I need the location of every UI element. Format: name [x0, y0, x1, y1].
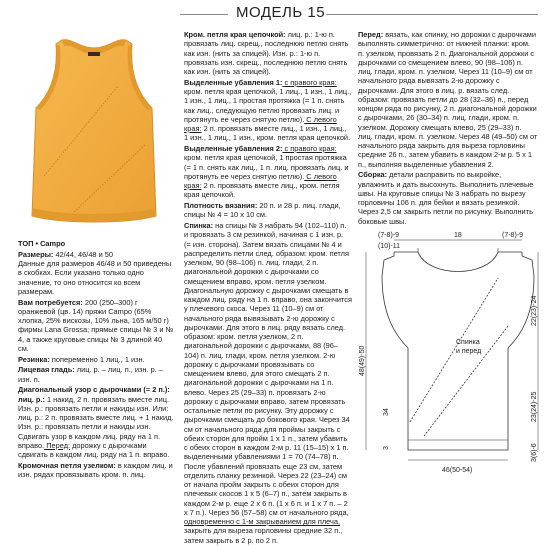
- decrease-2-label: Выделенные убавления 2:: [184, 144, 283, 153]
- gauge-value: 20 п. и 28 р. лиц. глади, спицы № 4 = 10 x 10 см.: [184, 201, 341, 220]
- column-3: [358, 30, 538, 227]
- vest-label: [88, 52, 100, 56]
- decrease-1-value-2: 2 п. провязать вместе лиц., 1 изн., 1 лиц., 1 изн., 1 лиц., 1 изн., кром. петля края цепочкой.: [184, 124, 351, 143]
- pattern-schematic: [358, 226, 542, 484]
- dim-bottom-width: 46(50-54): [442, 467, 473, 474]
- rib-value: попеременно 1 лиц., 1 изн.: [49, 354, 145, 364]
- knot-edge-value: в каждом лиц. и изн. рядах провязывать кром. п. лиц.: [18, 460, 173, 479]
- sizes-label: Размеры:: [18, 249, 54, 259]
- diagonal-pattern-value-2: лиц. р.: 2 п. провязать вместе лиц. + 1 накид. Изн. р.: провязать петли и накиды изн.: [18, 413, 174, 432]
- stockinette-value: лиц. р. – лиц. п., изн. р. – изн. п.: [18, 365, 163, 384]
- materials-label: Вам потребуется:: [18, 297, 83, 307]
- schematic-label-front: и перед: [456, 348, 482, 355]
- page-title: МОДЕЛЬ 15: [236, 4, 326, 21]
- dim-top-left-2: (10)-11: [378, 243, 401, 250]
- title-rule-left: [180, 14, 228, 15]
- knot-edge-label: Кромочная петля узелком:: [18, 460, 116, 470]
- back-value-2: закрыть для выреза горловины средние 32 п., затем закрыть в 2 р. по 2 п.: [184, 526, 343, 545]
- rib-label: Резинка:: [18, 354, 50, 364]
- sizes-value: 42/44, 46/48 и 50: [53, 249, 113, 259]
- title-rule-right: [326, 14, 538, 15]
- gauge-label: Плотность вязания:: [184, 201, 258, 210]
- dim-left-side: 34: [383, 408, 390, 416]
- diagonal-pattern-label: Диагональный узор с дырочками (= 2 п.): лиц. р.:: [18, 385, 170, 404]
- decrease-2-value-2: 2 п. провязать вместе лиц., кром. петля края цепочкой.: [184, 181, 340, 200]
- decrease-1-value: кром. петля края цепочкой, 1 лиц., 1 изн., 1 лиц., 1 изн., 1 лиц., 1 простая протяжка (= 1 п. снять как лиц., следующую петлю провязать лиц. и протянуть ее через снятую петлю).: [184, 87, 352, 124]
- vest-illustration: [14, 26, 174, 232]
- diagonal-pattern-value-3: Сдвигать узор в каждом лиц. ряду на 1 п. вправо.: [18, 431, 161, 450]
- model-title: ТОП • Campo: [18, 239, 66, 248]
- diagonal-pattern-value-4: дорожку с дырочками сдвигать в каждом лиц. ряду на 1 п. вправо.: [18, 440, 170, 459]
- decrease-2-right: с правого края:: [282, 144, 337, 153]
- schematic-neckline: [418, 252, 498, 272]
- front-label: Перед:: [358, 30, 384, 39]
- column-1: [18, 239, 174, 481]
- schematic-shoulder-marks: [418, 248, 498, 252]
- decrease-1-left: С левого края:: [184, 114, 337, 133]
- assembly-value: детали расправить по выкройке, увлажнить и дать высохнуть. Выполнить плечевые швы. На круговые спицы № 3 набрать по вырезу горловины 106 п. для бейки и вязать резинкой. Через 2,5 см закрыть петли по рисунку. Выполнить боковые швы.: [358, 170, 534, 226]
- schematic-diagonal-1: [410, 278, 498, 422]
- dim-right-side: 23(24)-25: [531, 391, 538, 422]
- decrease-2-left: С левого края:: [184, 171, 337, 190]
- dim-top-mid: 18: [454, 232, 462, 239]
- decrease-1-label: Выделенные убавления 1:: [184, 77, 283, 87]
- dim-right-armhole: 22(23)-24: [531, 295, 538, 326]
- dim-right-bottom: 3(6)-6: [531, 443, 538, 462]
- dim-left-bottom: 3: [383, 446, 390, 450]
- column-2: [184, 30, 352, 546]
- vest-photo: [14, 26, 174, 232]
- dim-top-left: (7-8)-9: [378, 232, 400, 239]
- decrease-2-value: кром. петля края цепочкой, 1 простая протяжка (= 1 п. снять как лиц., 1 п. лиц. провязать лиц. и протянуть ее через снятую петлю).: [184, 153, 349, 181]
- front-value: вязать, как спинку, но дорожки с дырочками выполнять симметрично: от нижней планки: кром. п. узелком, провязать 2 п. Диагональной дорожки с дырочками со смещением влево, 90 (98–106) п. лиц. глади, кром. п. узелком. Через 11 (10–9) см от начального ряда вывязать 2-ю дорожку с дырочками. Для этого в лиц. р. вязать след. образом: провязать петли до 28 (32–36) п., перед концом ряда по рисунку, 2 п. диагональной дорожки с дырочками, 26 (30–34) п. лиц. глади, кром. п. узелком. Дорожку смещать влево, 25 (29–33) п. лиц. глади, кром. п. узелком. Через 48 (49–50) см от начального ряда закрыть для выреза горловины средние 26 п., затем убавить в каждом 2-м р. 5 x 1 п., выполняя выделенные убавления 2.: [358, 30, 538, 169]
- decrease-1-right: с правого края:: [282, 77, 337, 87]
- materials-value: 200 (250–300) г оранжевой (цв. 14) пряжи Campo (65% хлопка, 25% вискозы, 10% льна, 165 м/50 г) фирмы Lana Grossa; прямые спицы № 3 и № 4, а также круговые спицы № 3 длиной 40 см.: [18, 297, 174, 353]
- stockinette-label: Лицевая гладь:: [18, 365, 75, 375]
- sizes-note: Данные для размеров 46/48 и 50 приведены в скобках. Если указано только одно значение, то оно относится ко всем размерам.: [18, 259, 172, 296]
- back-label: Спинка:: [184, 221, 214, 230]
- back-underline: одновременно с 1-м закрыванием для плеча,: [184, 517, 341, 526]
- dim-left-total: 48(49)-50: [359, 345, 366, 376]
- diagonal-pattern-value: 1 накид, 2 п. провязать вместе лиц. Изн. р.: провязать петли и накиды изн. Или:: [18, 394, 169, 413]
- back-value: на спицы № 3 набрать 94 (102–110) п. и провязать 3 см резинкой, начиная с 1 изн. р. (= изн. сторона). Затем вязать спицами № 4 и распределить петли след. образом: кром. петля узелком, 90 (98–106) п. лиц. глади, 2 п. диагональной дорожки с дырочками со смещением вправо, кром. петля узелком. Диагональную дорожку с дырочками смещать в каждом лиц. ряду на 1 п. вправо, она закончится у плечевого скоса. Через 11 (10–9) см от начального ряда вывязывать 2-ю дорожку с дырочками. Для этого в лиц. ряду вязать след. образом: кром. петля узелком, 2 п. диагональной дорожки с дырочками, 88 (96–104) п. лиц. глади, кром. петля узелком. 2-ю дорожку с дырочками провязывать со смещением влево, для этого смещать 2 п. диагональной дорожки с дырочками на 1 п. влево. Через 25 (29–33) п. провязать 2-ю дорожку с дырочками вправо, затем провязать остальные петли по рисунку. Эту дорожку с дырочками смещать до бокового края. Через 34 см от начального ряда для проймы закрыть с обеих сторон для пройм 1 x 1 п., затем убавить с обеих сторон в каждом 2-м р. 11 (15–15) x 1 п. выделенными убавлениями 1 = 70 (74–78) п. После убавлений провязать еще 23 см, затем отделить планку резинкой. Через 22 (23–24) см от начала пройм закрыть с обеих сторон для плечевых скосов 1 x 5 (6–7) п., затем закрыть в каждом 2-м р. еще 2 x 6 п. (1 x 6 п. и 1 x 7 п. – 2 x 7 п.). Через 56 (57–58) см от начального ряда,: [184, 221, 352, 517]
- dim-top-right: (7-8)-9: [502, 232, 524, 239]
- assembly-label: Сборка:: [358, 170, 388, 180]
- chain-edge-label: Кром. петля края цепочкой:: [184, 30, 286, 39]
- schematic-label-back: Спинка: [456, 339, 480, 346]
- front-underline: Перед:: [44, 440, 71, 450]
- vest-body: [32, 40, 156, 222]
- chain-edge-value: лиц. р.: 1-ю п. провязать лиц. скрещ., последнюю петлю снять как изн. (нить за спицей). Изн. р.: 1-ю п. провязать изн. скрещ., последнюю петлю снять как изн. (нить за спицей).: [184, 30, 349, 76]
